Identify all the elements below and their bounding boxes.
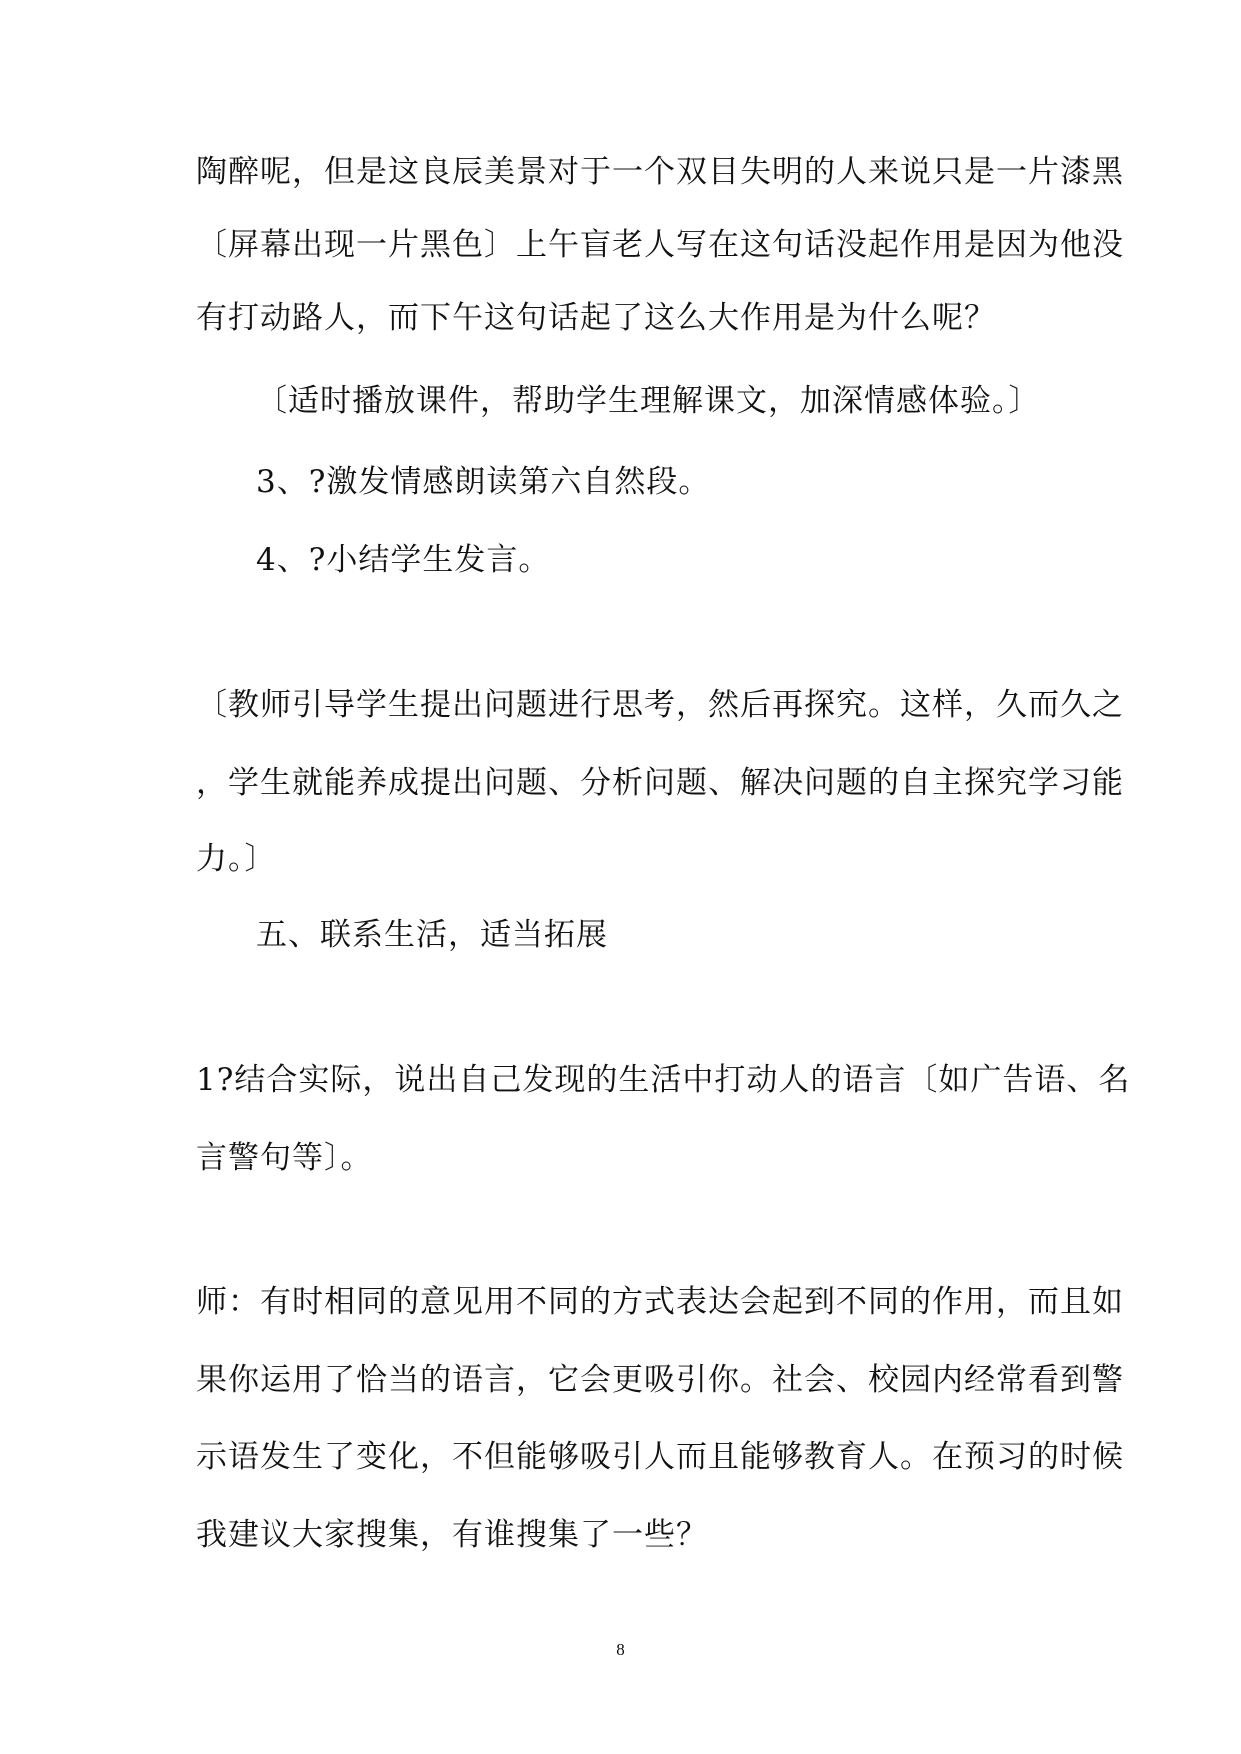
text-line-1: 陶醉呢，但是这良辰美景对于一个双目失明的人来说只是一片漆黑	[196, 154, 1124, 190]
text-line-14: 果你运用了恰当的语言，它会更吸引你。社会、校园内经常看到警	[196, 1362, 1124, 1398]
text-line-2: 〔屏幕出现一片黑色〕上午盲老人写在这句话没起作用是因为他没	[196, 227, 1124, 263]
text-line-15: 示语发生了变化，不但能够吸引人而且能够教育人。在预习的时候	[196, 1439, 1124, 1475]
text-line-7: 〔教师引导学生提出问题进行思考，然后再探究。这样，久而久之	[196, 687, 1124, 723]
text-line-5: 3、?激发情感朗读第六自然段。	[256, 464, 711, 500]
text-line-12: 言警句等〕。	[196, 1140, 373, 1176]
text-line-16: 我建议大家搜集，有谁搜集了一些？	[196, 1517, 708, 1553]
text-line-8: ，学生就能养成提出问题、分析问题、解决问题的自主探究学习能	[196, 765, 1124, 801]
section-heading: 五、联系生活，适当拓展	[256, 917, 608, 953]
text-line-3: 有打动路人，而下午这句话起了这么大作用是为什么呢？	[196, 300, 996, 336]
text-line-4: 〔适时播放课件，帮助学生理解课文，加深情感体验。〕	[256, 383, 1041, 419]
text-line-11: 1?结合实际，说出自己发现的生活中打动人的语言〔如广告语、名	[196, 1062, 1131, 1098]
page-number: 8	[616, 1640, 625, 1659]
text-line-9: 力。〕	[196, 841, 277, 877]
text-line-13: 师：有时相同的意见用不同的方式表达会起到不同的作用，而且如	[196, 1284, 1124, 1320]
text-line-6: 4、?小结学生发言。	[256, 542, 551, 578]
